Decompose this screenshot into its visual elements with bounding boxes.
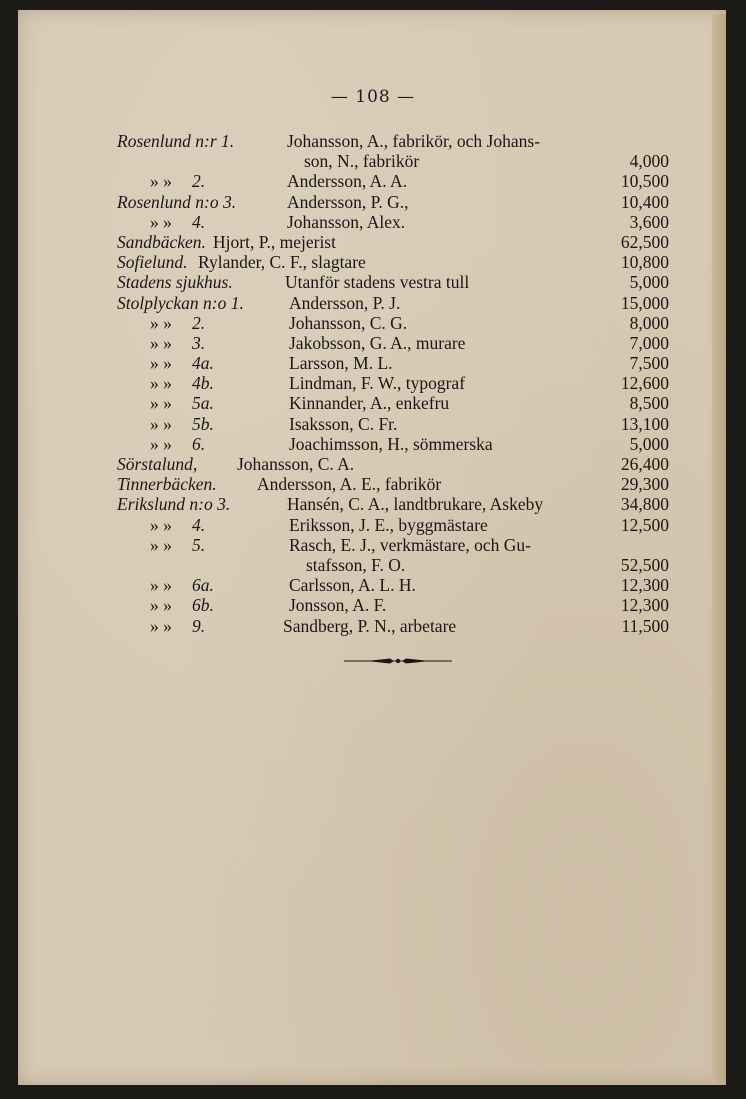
owner-text: Larsson, M. L.	[289, 353, 393, 374]
assessed-value: 52,500	[620, 554, 669, 575]
assessed-value: 8,500	[629, 393, 669, 414]
place-label: Rosenlund n:o 3.	[117, 191, 237, 212]
ditto-label	[150, 373, 214, 393]
listing-row	[117, 232, 669, 252]
ditto-label	[150, 616, 205, 636]
owner-text: Rylander, C. F., slagtare	[198, 252, 366, 273]
owner-text: Utanför stadens vestra tull	[285, 272, 470, 293]
lot-number: 4a.	[192, 353, 214, 374]
place-label: Tinnerbäcken.	[117, 474, 217, 495]
place-label: Stolplyckan n:o 1.	[117, 292, 244, 313]
owner-text: Andersson, A. A.	[287, 171, 408, 192]
owner-text: Lindman, F. W., typograf	[289, 373, 466, 394]
lot-number: 5a.	[192, 393, 214, 414]
lot-number: 4b.	[192, 373, 214, 394]
assessed-value: 12,300	[620, 595, 669, 616]
owner-text: Carlsson, A. L. H.	[289, 575, 416, 596]
assessed-value: 10,800	[620, 252, 669, 273]
lot-number: 6.	[192, 433, 206, 454]
listing-row	[117, 414, 669, 434]
listing-row	[117, 252, 669, 272]
assessed-value: 13,100	[620, 413, 669, 434]
assessed-value: 12,600	[620, 373, 669, 394]
lot-number: 6a.	[192, 575, 214, 596]
place-label: Sörstalund,	[117, 454, 198, 475]
listing-row	[117, 373, 669, 393]
assessed-value: 10,400	[620, 191, 669, 212]
ditto-label	[150, 575, 214, 595]
listing-row	[117, 494, 669, 514]
ditto-mark: » »	[150, 534, 172, 555]
ditto-label	[150, 313, 205, 333]
page-binding-edge	[712, 14, 726, 1082]
lot-number: 4.	[192, 211, 206, 232]
assessed-value: 26,400	[620, 454, 669, 474]
assessed-value: 4,000	[629, 151, 669, 172]
listing-row	[117, 393, 669, 413]
ditto-label	[150, 353, 214, 373]
assessed-value: 3,600	[629, 211, 669, 232]
assessed-value: 10,500	[620, 171, 669, 192]
listing-row	[117, 515, 669, 535]
ditto-mark: » »	[150, 595, 172, 616]
ditto-mark: » »	[150, 615, 172, 636]
listing-row	[117, 313, 669, 333]
owner-text: Eriksson, J. E., byggmästare	[289, 514, 488, 535]
lot-number: 2.	[192, 312, 206, 333]
lot-number: 2.	[192, 171, 206, 192]
listing-row	[117, 192, 669, 212]
listing-row	[117, 454, 669, 474]
ornament-divider	[344, 654, 452, 668]
listing-row	[117, 575, 669, 595]
ditto-mark: » »	[150, 575, 172, 596]
listing-row	[117, 171, 669, 191]
owner-text: Hjort, P., mejerist	[213, 231, 336, 252]
assessed-value: 34,800	[620, 494, 669, 515]
listing-row	[117, 131, 669, 171]
ditto-mark: » »	[150, 433, 172, 454]
ditto-mark: » »	[150, 312, 172, 333]
assessed-value: 7,500	[629, 353, 669, 374]
listing-row	[117, 535, 669, 575]
place-label: Sandbäcken.	[117, 231, 206, 252]
listing-row	[117, 353, 669, 373]
owner-text: Andersson, P. J.	[289, 292, 401, 313]
ditto-mark: » »	[150, 373, 172, 394]
lot-number: 4.	[192, 514, 206, 535]
lot-number: 3.	[192, 332, 206, 353]
ditto-mark: » »	[150, 171, 172, 192]
assessed-value: 11,500	[621, 615, 669, 636]
owner-text: Jakobsson, G. A., murare	[289, 332, 466, 353]
lot-number: 5.	[192, 534, 206, 555]
owner-text: Hansén, C. A., landtbrukare, Askeby	[287, 494, 544, 515]
owner-text: Johansson, A., fabrikör, och Johans-	[287, 131, 541, 151]
lot-number: 9.	[192, 615, 206, 636]
ditto-label	[150, 434, 205, 454]
ditto-label	[150, 515, 205, 535]
ditto-label	[150, 535, 205, 555]
ditto-mark: » »	[150, 353, 172, 374]
listing-row	[117, 434, 669, 454]
owner-text-continued: son, N., fabrikör	[304, 151, 420, 172]
place-label: Sofielund.	[117, 252, 188, 273]
lot-number: 6b.	[192, 595, 214, 616]
owner-text: Rasch, E. J., verkmästare, och Gu-	[289, 534, 532, 555]
owner-text: Isaksson, C. Fr.	[289, 413, 398, 434]
owner-text: Johansson, Alex.	[287, 211, 406, 232]
ditto-label	[150, 595, 214, 615]
owner-text: Kinnander, A., enkefru	[289, 393, 450, 414]
assessed-value: 5,000	[629, 433, 669, 454]
owner-text: Johansson, C. A.	[237, 454, 355, 475]
assessed-value: 29,300	[620, 474, 669, 495]
ditto-mark: » »	[150, 514, 172, 535]
listing-row	[117, 212, 669, 232]
listing-row	[117, 595, 669, 615]
ditto-mark: » »	[150, 413, 172, 434]
ditto-mark: » »	[150, 211, 172, 232]
property-listing	[117, 131, 669, 636]
ditto-mark: » »	[150, 393, 172, 414]
assessed-value: 12,500	[620, 514, 669, 535]
owner-text: Joachimsson, H., sömmerska	[289, 433, 493, 454]
ditto-mark: » »	[150, 332, 172, 353]
ditto-label	[150, 171, 205, 191]
listing-row	[117, 272, 669, 292]
assessed-value: 7,000	[629, 332, 669, 353]
owner-text-continued: stafsson, F. O.	[306, 554, 406, 575]
lot-number: 5b.	[192, 413, 214, 434]
ditto-label	[150, 333, 205, 353]
owner-text: Jonsson, A. F.	[289, 595, 387, 616]
assessed-value: 15,000	[620, 292, 669, 313]
listing-row	[117, 616, 669, 636]
listing-row	[117, 293, 669, 313]
owner-text: Johansson, C. G.	[289, 312, 408, 333]
place-label: Erikslund n:o 3.	[117, 494, 231, 515]
listing-row	[117, 474, 669, 494]
place-label: Stadens sjukhus.	[117, 272, 233, 293]
ditto-label	[150, 393, 214, 413]
assessed-value: 8,000	[629, 312, 669, 333]
owner-text: Andersson, A. E., fabrikör	[257, 474, 442, 495]
ditto-label	[150, 414, 214, 434]
assessed-value: 12,300	[620, 575, 669, 596]
owner-text: Sandberg, P. N., arbetare	[283, 615, 457, 636]
ditto-label	[150, 212, 205, 232]
assessed-value: 62,500	[620, 231, 669, 252]
page-number: — 108 —	[330, 87, 416, 107]
listing-row	[117, 333, 669, 353]
assessed-value: 5,000	[629, 272, 669, 293]
owner-text: Andersson, P. G.,	[287, 191, 409, 212]
place-label: Rosenlund n:r 1.	[117, 131, 235, 151]
